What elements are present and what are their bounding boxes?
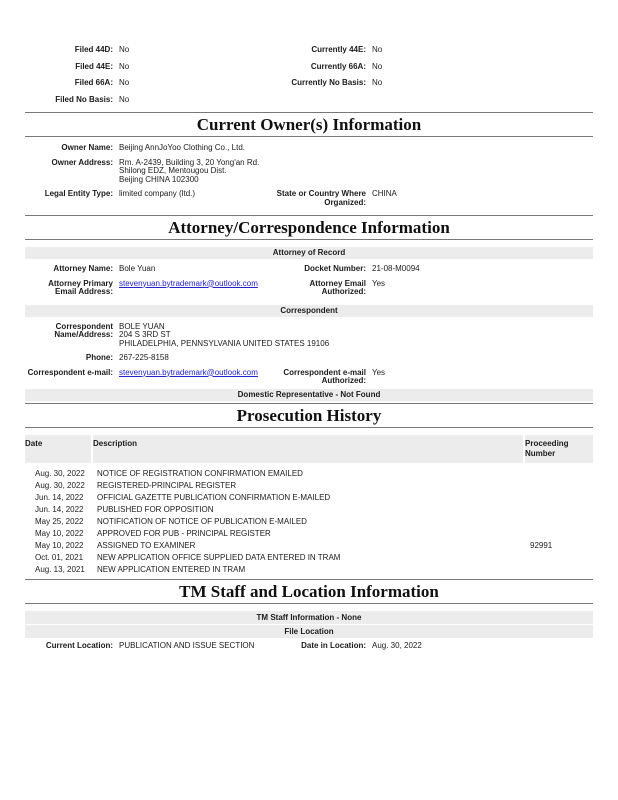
correspondent-email-row — [25, 369, 593, 386]
filed-44d-value: No — [119, 45, 130, 54]
table-row — [25, 540, 593, 552]
owner-section-heading-block — [25, 112, 593, 137]
table-row — [25, 492, 593, 504]
correspondent-line-1: BOLE YUAN — [119, 321, 165, 331]
correspondent-name-address-label: Correspondent Name/Address: — [54, 321, 113, 339]
file-location-bar: File Location — [25, 625, 593, 638]
row-proceeding — [525, 516, 593, 528]
currently-no-basis-value: No — [372, 78, 383, 87]
legal-entity-value: limited company (ltd.) — [119, 189, 196, 198]
row-date: Aug. 30, 2022 — [35, 480, 85, 490]
owner-address-line-3: Beijing CHINA 102300 — [119, 174, 199, 184]
field-row-filed-44d — [25, 46, 593, 55]
row-proceeding — [525, 468, 593, 480]
staff-section-heading-block — [25, 579, 593, 604]
phone-row — [25, 354, 593, 363]
attorney-section-heading-block — [25, 215, 593, 240]
row-date: May 10, 2022 — [35, 540, 84, 550]
attorney-of-record-bar: Attorney of Record — [25, 247, 593, 259]
filed-44d-label: Filed 44D: — [74, 45, 113, 54]
staff-section-heading: TM Staff and Location Information — [179, 581, 439, 601]
prosecution-table-header — [25, 435, 593, 463]
row-date: May 10, 2022 — [35, 528, 84, 538]
row-description: NOTICE OF REGISTRATION CONFIRMATION EMAILED — [97, 468, 303, 478]
attorney-email-authorized-label: Attorney Email Authorized: — [309, 278, 366, 296]
field-row-filed-44e — [25, 63, 593, 72]
proceeding-number-column-header: Proceeding Number — [525, 435, 593, 463]
row-description: NEW APPLICATION ENTERED IN TRAM — [97, 564, 246, 574]
attorney-name-label: Attorney Name: — [53, 264, 113, 273]
owner-name-label: Owner Name: — [61, 143, 113, 152]
table-row — [25, 516, 593, 528]
filed-66a-value: No — [119, 78, 130, 87]
filed-44e-value: No — [119, 61, 130, 71]
owner-section — [25, 144, 593, 207]
row-date: May 25, 2022 — [35, 516, 84, 526]
staff-section — [25, 611, 593, 651]
prosecution-history-table — [25, 435, 593, 576]
attorney-section — [25, 247, 593, 401]
description-column-header: Description — [93, 435, 523, 463]
filed-44e-label: Filed 44E: — [75, 61, 113, 71]
attorney-primary-email-link[interactable]: stevenyuan.bytrademark@outlook.com — [119, 278, 258, 288]
row-description: NOTIFICATION OF NOTICE OF PUBLICATION E-MAILED — [97, 516, 307, 526]
correspondent-name-address-value — [119, 323, 593, 349]
row-description: APPROVED FOR PUB - PRINCIPAL REGISTER — [97, 528, 271, 538]
date-in-location-value: Aug. 30, 2022 — [372, 640, 422, 650]
correspondent-line-2: 204 S 3RD ST — [119, 330, 171, 339]
phone-label: Phone: — [85, 353, 113, 362]
correspondent-name-address-row — [25, 323, 593, 349]
domestic-representative-bar: Domestic Representative - Not Found — [25, 389, 593, 401]
owner-address-label: Owner Address: — [51, 157, 113, 167]
prosecution-heading: Prosecution History — [236, 405, 382, 425]
correspondent-email-authorized-label: Correspondent e-mail Authorized: — [283, 367, 366, 385]
state-or-country-value: CHINA — [372, 189, 397, 198]
table-row — [25, 564, 593, 576]
row-date: Aug. 13, 2021 — [35, 564, 85, 574]
row-date: Oct. 01, 2021 — [35, 552, 84, 562]
field-row-filed-66a — [25, 79, 593, 88]
table-row — [25, 528, 593, 540]
prosecution-heading-block — [25, 403, 593, 428]
row-proceeding: 92991 — [530, 540, 553, 550]
attorney-name-value: Bole Yuan — [119, 264, 156, 273]
row-proceeding — [525, 504, 593, 516]
row-date: Aug. 30, 2022 — [35, 468, 85, 478]
owner-name-value: Beijing AnnJoYoo Clothing Co., Ltd. — [119, 143, 246, 152]
date-in-location-label: Date in Location: — [301, 640, 366, 650]
docket-number-value: 21-08-M0094 — [372, 264, 420, 273]
table-row — [25, 480, 593, 492]
correspondent-bar: Correspondent — [25, 305, 593, 317]
legal-entity-row — [25, 190, 593, 207]
current-location-row — [25, 642, 593, 651]
owner-section-heading: Current Owner(s) Information — [196, 115, 422, 134]
correspondent-line-3: PHILADELPHIA, PENNSYLVANIA UNITED STATES 19106 — [119, 338, 330, 348]
state-or-country-label: State or Country Where Organized: — [276, 189, 366, 207]
owner-address-value — [119, 159, 593, 185]
row-proceeding — [525, 528, 593, 540]
current-location-label: Current Location: — [45, 640, 113, 650]
row-proceeding — [525, 480, 593, 492]
currently-44e-value: No — [372, 45, 383, 54]
attorney-name-row — [25, 265, 593, 274]
row-date: Jun. 14, 2022 — [35, 492, 84, 502]
owner-address-line-1: Rm. A-2439, Building 3, 20 Yong'an Rd. — [119, 157, 260, 167]
currently-no-basis-label: Currently No Basis: — [291, 78, 366, 87]
currently-66a-value: No — [372, 61, 383, 71]
row-description: ASSIGNED TO EXAMINER — [97, 540, 196, 550]
prosecution-table-rows — [25, 468, 593, 576]
filing-basis-block — [25, 46, 593, 104]
owner-address-line-2: Shilong EDZ, Mentougou Dist. — [119, 166, 227, 175]
date-column-header: Date — [25, 435, 91, 463]
attorney-primary-email-label: Attorney Primary Email Address: — [48, 278, 113, 296]
correspondent-email-link[interactable]: stevenyuan.bytrademark@outlook.com — [119, 367, 258, 377]
field-row-filed-no-basis — [25, 96, 593, 105]
filed-no-basis-value: No — [119, 94, 130, 104]
row-proceeding — [525, 552, 593, 564]
row-description: OFFICIAL GAZETTE PUBLICATION CONFIRMATION E-MAILED — [97, 492, 331, 502]
row-proceeding — [525, 492, 593, 504]
currently-66a-label: Currently 66A: — [310, 61, 366, 71]
row-description: PUBLISHED FOR OPPOSITION — [97, 504, 214, 514]
row-date: Jun. 14, 2022 — [35, 504, 84, 514]
current-location-value: PUBLICATION AND ISSUE SECTION — [119, 640, 255, 650]
row-proceeding — [525, 564, 593, 576]
correspondent-email-authorized-value: Yes — [372, 367, 386, 377]
table-row — [25, 552, 593, 564]
currently-44e-label: Currently 44E: — [311, 45, 366, 54]
legal-entity-label: Legal Entity Type: — [44, 189, 113, 198]
row-description: REGISTERED-PRINCIPAL REGISTER — [97, 480, 237, 490]
owner-address-row — [25, 159, 593, 185]
filed-66a-label: Filed 66A: — [74, 78, 113, 87]
docket-number-label: Docket Number: — [304, 264, 366, 273]
row-description: NEW APPLICATION OFFICE SUPPLIED DATA ENTERED IN TRAM — [97, 552, 341, 562]
table-row — [25, 504, 593, 516]
attorney-primary-email-row — [25, 280, 593, 297]
attorney-email-authorized-value: Yes — [372, 278, 386, 288]
owner-name-row — [25, 144, 593, 153]
correspondent-email-label: Correspondent e-mail: — [27, 367, 113, 377]
filed-no-basis-label: Filed No Basis: — [55, 94, 113, 104]
attorney-section-heading: Attorney/Correspondence Information — [168, 218, 450, 237]
phone-value: 267-225-8158 — [119, 353, 169, 362]
tm-staff-information-bar: TM Staff Information - None — [25, 611, 593, 624]
table-row — [25, 468, 593, 480]
